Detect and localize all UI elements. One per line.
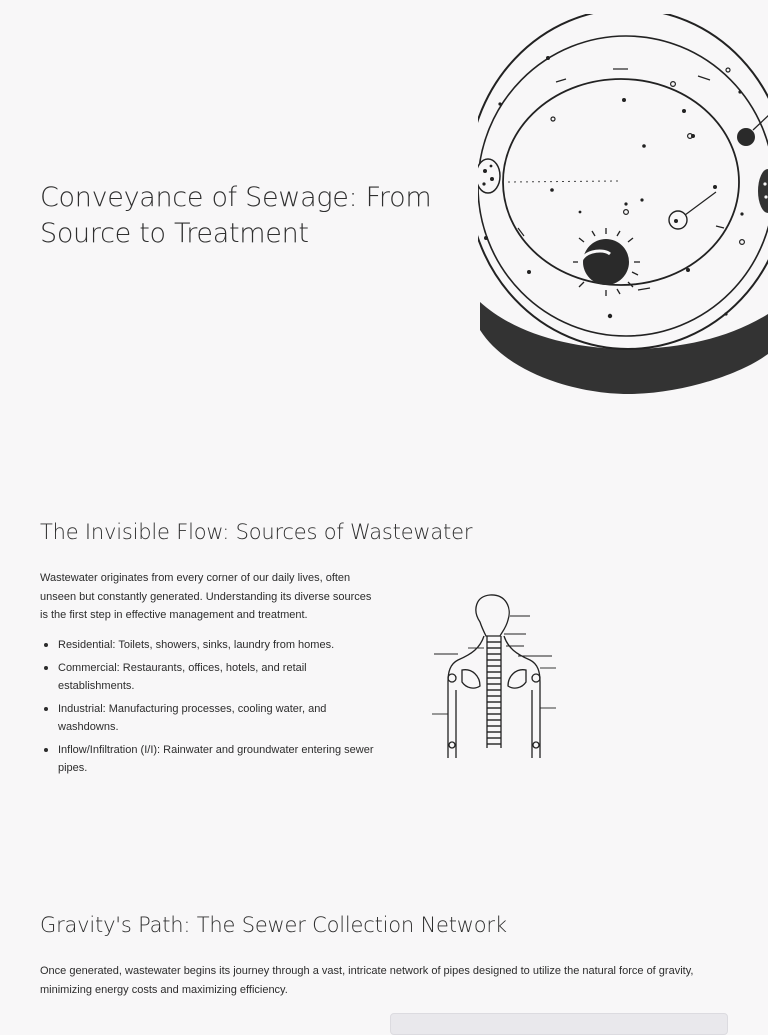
- petri-dish-illustration: [478, 14, 768, 399]
- sources-list: [40, 636, 375, 782]
- list-item: Inflow/Infiltration (I/I): Rainwater and groundwater entering sewer pipes.: [40, 741, 375, 778]
- list-item: Residential: Toilets, showers, sinks, laundry from homes.: [40, 636, 375, 655]
- title-section: [0, 0, 768, 430]
- section-title: The Invisible Flow: Sources of Wastewater: [40, 520, 473, 544]
- spiky-organism: [573, 228, 640, 296]
- section-title: Gravity's Path: The Sewer Collection Network: [40, 913, 507, 937]
- list-item: Commercial: Restaurants, offices, hotels, and retail establishments.: [40, 659, 375, 696]
- spine-diagram-illustration: [428, 590, 563, 765]
- section-intro: Wastewater originates from every corner of our daily lives, often unseen but constantly generated. Understanding its diverse sources is the first step in effective management and treatment.: [40, 572, 372, 621]
- list-item: Industrial: Manufacturing processes, cooling water, and washdowns.: [40, 700, 375, 737]
- content-card: [390, 1013, 728, 1035]
- page-title: Conveyance of Sewage: From Source to Treatment: [40, 182, 432, 249]
- section-intro: Once generated, wastewater begins its journey through a vast, intricate network of pipes designed to utilize the natural force of gravity, minimizing energy costs and maximizing efficiency.: [40, 965, 694, 996]
